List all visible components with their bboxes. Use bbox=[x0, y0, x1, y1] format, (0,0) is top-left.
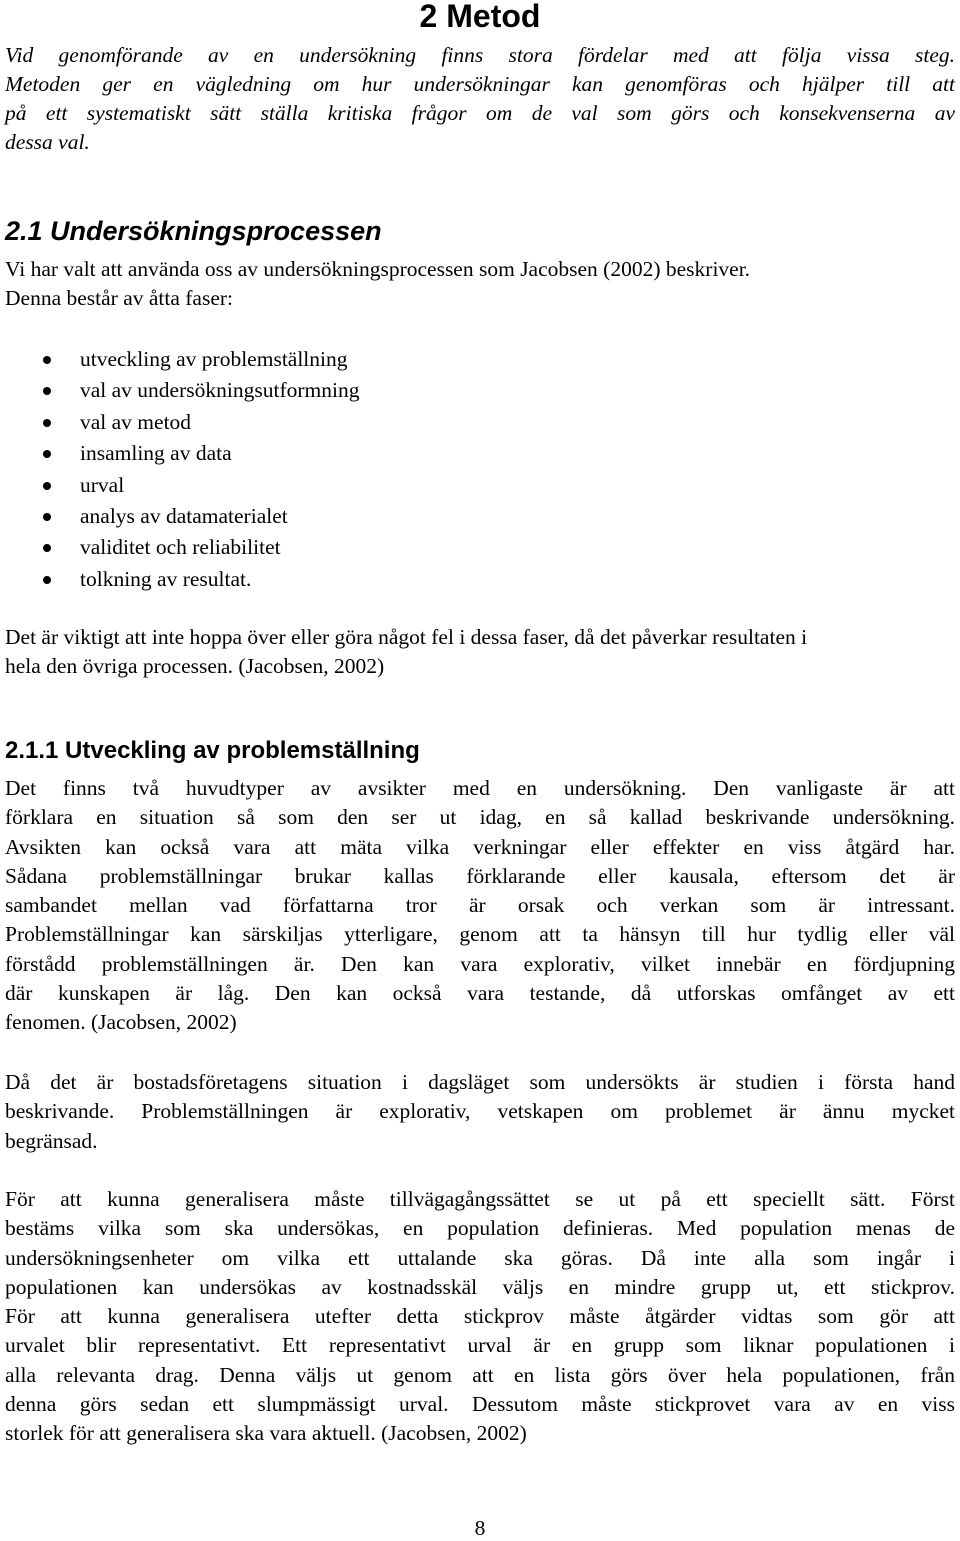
paragraph-line: urvalet blir representativt. Ett representativt urval är en grupp som liknar populationen i bbox=[5, 1333, 955, 1358]
intro-line: dessa val. bbox=[5, 130, 90, 154]
section-2-1-1-paragraph-3 bbox=[5, 1185, 955, 1449]
paragraph-line: bestäms vilka som ska undersökas, en population definieras. Med population menas de bbox=[5, 1216, 955, 1241]
page-number: 8 bbox=[474, 1516, 486, 1540]
chapter-heading: 2 Metod bbox=[419, 0, 541, 34]
bullet-icon bbox=[43, 387, 51, 395]
section-2-1-lead bbox=[5, 255, 955, 314]
list-item bbox=[5, 407, 359, 438]
bullet-icon bbox=[43, 356, 51, 364]
paragraph-line: begränsad. bbox=[5, 1128, 98, 1153]
section-2-1-1-paragraph-2 bbox=[5, 1068, 955, 1156]
paragraph-line: alla relevanta drag. Denna väljs ut genom att en lista görs över hela populationen, från bbox=[5, 1362, 955, 1387]
section-heading-2-1: 2.1 Undersökningsprocessen bbox=[5, 216, 382, 246]
paragraph-line: Då det är bostadsföretagens situation i dagsläget som undersökts är studien i första hand bbox=[5, 1070, 955, 1094]
list-item bbox=[5, 470, 359, 501]
paragraph-line: Det finns två huvudtyper av avsikter med en undersökning. Den vanligaste är att bbox=[5, 776, 955, 800]
phase-label: tolkning av resultat. bbox=[80, 566, 252, 591]
bullet-icon bbox=[43, 513, 51, 521]
paragraph-line: förstådd problemställningen är. Den kan vara explorativ, vilket innebär en fördjupning bbox=[5, 951, 955, 976]
phase-list bbox=[5, 344, 359, 595]
list-item bbox=[5, 438, 359, 469]
lead-line: Denna består av åtta faser: bbox=[5, 286, 234, 311]
section-heading-2-1-1: 2.1.1 Utveckling av problemställning bbox=[5, 737, 420, 764]
closing-line: hela den övriga processen. (Jacobsen, 2002) bbox=[5, 654, 385, 679]
list-item bbox=[5, 344, 359, 375]
paragraph-line: sambandet mellan vad författarna tror är orsak och verkan som är intressant. bbox=[5, 893, 955, 918]
list-item bbox=[5, 375, 359, 406]
phase-label: urval bbox=[80, 472, 125, 497]
paragraph-line: populationen kan undersökas av kostnadsskäl väljs en mindre grupp ut, ett stickprov. bbox=[5, 1274, 955, 1299]
intro-line: Vid genomförande av en undersökning finns stora fördelar med att följa vissa steg. bbox=[5, 43, 955, 67]
paragraph-line: Problemställningar kan särskiljas ytterligare, genom att ta hänsyn till hur tydlig eller väl bbox=[5, 922, 955, 947]
bullet-icon bbox=[43, 544, 51, 552]
bullet-icon bbox=[43, 450, 51, 458]
lead-line: Vi har valt att använda oss av undersökningsprocessen som Jacobsen (2002) beskriver. bbox=[5, 257, 751, 281]
list-item bbox=[5, 501, 359, 532]
paragraph-line: För att kunna generalisera måste tillvägagångssättet se ut på ett speciellt sätt. Först bbox=[5, 1187, 955, 1211]
bullet-icon bbox=[43, 419, 51, 427]
intro-line: Metoden ger en vägledning om hur undersökningar kan genomföras och hjälper till att bbox=[5, 72, 955, 96]
paragraph-line: För att kunna generalisera utefter detta stickprov måste åtgärder vidtas som gör att bbox=[5, 1304, 955, 1329]
closing-line: Det är viktigt att inte hoppa över eller göra något fel i dessa faser, då det påverkar resultaten i bbox=[5, 625, 808, 649]
phase-label: val av undersökningsutformning bbox=[80, 378, 360, 403]
paragraph-line: Avsikten kan också vara att mäta vilka verkningar eller effekter en viss åtgärd har. bbox=[5, 834, 955, 859]
list-item bbox=[5, 564, 359, 595]
section-2-1-closing bbox=[5, 623, 955, 682]
section-2-1-1-paragraph-1 bbox=[5, 774, 955, 1038]
bullet-icon bbox=[43, 482, 51, 490]
phase-label: insamling av data bbox=[80, 441, 232, 466]
paragraph-line: förklara en situation så som den ser ut idag, en så kallad beskrivande undersökning. bbox=[5, 805, 955, 830]
bullet-icon bbox=[43, 576, 51, 584]
paragraph-line: denna görs sedan ett slumpmässigt urval. Dessutom måste stickprovet vara av en viss bbox=[5, 1392, 955, 1417]
phase-label: validitet och reliabilitet bbox=[80, 535, 281, 560]
phase-label: analys av datamaterialet bbox=[80, 503, 288, 528]
paragraph-line: Sådana problemställningar brukar kallas förklarande eller kausala, eftersom det är bbox=[5, 863, 955, 888]
paragraph-line: undersökningsenheter om vilka ett uttalande ska göras. Då inte alla som ingår i bbox=[5, 1245, 955, 1270]
paragraph-line: fenomen. (Jacobsen, 2002) bbox=[5, 1010, 237, 1035]
paragraph-line: storlek för att generalisera ska vara aktuell. (Jacobsen, 2002) bbox=[5, 1421, 527, 1446]
intro-line: på ett systematiskt sätt ställa kritiska frågor om de val som görs och konsekvenserna av bbox=[5, 101, 955, 125]
paragraph-line: där kunskapen är låg. Den kan också vara testande, då utforskas omfånget av ett bbox=[5, 981, 955, 1006]
paragraph-line: beskrivande. Problemställningen är explorativ, vetskapen om problemet är ännu mycket bbox=[5, 1099, 955, 1124]
list-item bbox=[5, 532, 359, 563]
phase-label: val av metod bbox=[80, 409, 192, 434]
phase-label: utveckling av problemställning bbox=[80, 347, 348, 371]
intro-paragraph bbox=[5, 41, 955, 157]
